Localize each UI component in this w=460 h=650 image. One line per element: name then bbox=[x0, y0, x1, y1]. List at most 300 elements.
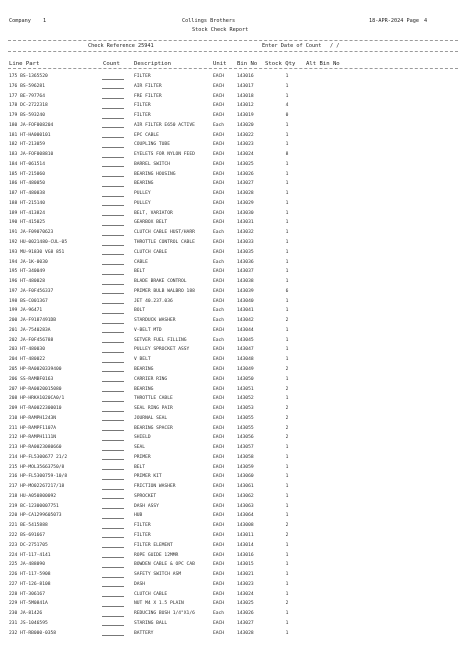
table-row bbox=[0, 111, 460, 121]
bin-no-cell: 143057 bbox=[237, 445, 254, 451]
column-header-stock-qty: Stock Qty bbox=[265, 61, 296, 67]
stock-qty-cell: 1 bbox=[285, 269, 289, 275]
count-entry-field[interactable] bbox=[102, 111, 124, 119]
description-cell: COUPLING TUBE bbox=[134, 142, 170, 148]
unit-cell: EACH bbox=[213, 171, 225, 177]
line-part-cell: 176 BS-596281 bbox=[9, 83, 45, 89]
table-row bbox=[0, 209, 460, 219]
description-cell: JET 40.237.036 bbox=[134, 298, 173, 304]
count-entry-field[interactable] bbox=[102, 599, 124, 607]
table-row bbox=[0, 189, 460, 199]
bin-no-cell: 143023 bbox=[237, 142, 254, 148]
line-part-cell: 229 HT-5M0841A bbox=[9, 601, 48, 607]
line-part-cell: 219 BC-12300007751 bbox=[9, 503, 59, 509]
column-header-rule bbox=[8, 68, 458, 69]
line-part-cell: 184 HT-061514 bbox=[9, 161, 45, 167]
bin-no-cell: 143040 bbox=[237, 298, 254, 304]
count-entry-field[interactable] bbox=[102, 609, 124, 617]
table-row bbox=[0, 306, 460, 316]
count-entry-field[interactable] bbox=[102, 629, 124, 637]
table-row bbox=[0, 599, 460, 609]
unit-cell: EACH bbox=[213, 93, 225, 99]
unit-cell: EACH bbox=[213, 210, 225, 216]
line-part-cell: 225 JA-488090 bbox=[9, 562, 45, 568]
stock-qty-cell: 1 bbox=[285, 581, 289, 587]
line-part-cell: 192 HU-0021480-CUL-05 bbox=[9, 240, 68, 246]
bin-no-cell: 143056 bbox=[237, 435, 254, 441]
stock-qty-cell: 4 bbox=[285, 103, 289, 109]
count-entry-field[interactable] bbox=[102, 209, 124, 217]
table-row bbox=[0, 472, 460, 482]
line-part-cell: 227 HT-126-8108 bbox=[9, 581, 51, 587]
table-row bbox=[0, 160, 460, 170]
table-row bbox=[0, 433, 460, 443]
count-entry-field[interactable] bbox=[102, 404, 124, 412]
unit-cell: Each bbox=[213, 230, 225, 236]
bin-no-cell: 143047 bbox=[237, 347, 254, 353]
count-entry-field[interactable] bbox=[102, 502, 124, 510]
count-entry-field[interactable] bbox=[102, 336, 124, 344]
description-cell: BARREL SWITCH bbox=[134, 161, 170, 167]
table-row bbox=[0, 258, 460, 268]
count-entry-field[interactable] bbox=[102, 492, 124, 500]
bin-no-cell: 143039 bbox=[237, 288, 254, 294]
count-entry-field[interactable] bbox=[102, 453, 124, 461]
table-row bbox=[0, 541, 460, 551]
count-entry-field[interactable] bbox=[102, 365, 124, 373]
unit-cell: EACH bbox=[213, 503, 225, 509]
description-cell: FRICTION WASHER bbox=[134, 484, 176, 490]
count-entry-field[interactable] bbox=[102, 570, 124, 578]
description-cell: EPC CABLE bbox=[134, 132, 159, 138]
line-part-cell: 182 HT-213059 bbox=[9, 142, 45, 148]
unit-cell: EACH bbox=[213, 74, 225, 79]
bin-no-cell: 143042 bbox=[237, 318, 254, 324]
description-cell: JOURNAL SEAL bbox=[134, 415, 168, 421]
bin-no-cell: 143035 bbox=[237, 249, 254, 255]
description-cell: V-BELT MTD bbox=[134, 327, 162, 333]
count-entry-field[interactable] bbox=[102, 424, 124, 432]
bin-no-cell: 143032 bbox=[237, 230, 254, 236]
stock-qty-cell: 1 bbox=[285, 279, 289, 285]
stock-qty-cell: 1 bbox=[285, 142, 289, 148]
unit-cell: EACH bbox=[213, 83, 225, 89]
count-entry-field[interactable] bbox=[102, 258, 124, 266]
table-row bbox=[0, 385, 460, 395]
unit-cell: EACH bbox=[213, 620, 225, 626]
bin-no-cell: 143015 bbox=[237, 562, 254, 568]
line-part-cell: 228 HT-306167 bbox=[9, 591, 45, 597]
date-entry-field[interactable]: / / bbox=[330, 43, 340, 49]
stock-qty-cell: 1 bbox=[285, 620, 289, 626]
bin-no-cell: 143064 bbox=[237, 513, 254, 519]
line-part-cell: 181 HT-HA000101 bbox=[9, 132, 51, 138]
count-entry-field[interactable] bbox=[102, 92, 124, 100]
description-cell: AIR FILTER bbox=[134, 83, 162, 89]
unit-cell: EACH bbox=[213, 542, 225, 548]
count-entry-field[interactable] bbox=[102, 297, 124, 305]
unit-cell: EACH bbox=[213, 572, 225, 578]
line-part-cell: 200 JA-F9187491DB bbox=[9, 318, 57, 324]
count-entry-field[interactable] bbox=[102, 72, 124, 80]
line-part-cell: 201 JA-7540283A bbox=[9, 327, 51, 333]
unit-cell: EACH bbox=[213, 288, 225, 294]
stock-qty-cell: 1 bbox=[285, 191, 289, 197]
column-header-bin-no: Bin No bbox=[237, 61, 258, 67]
page-number: 4 bbox=[424, 18, 428, 24]
stock-qty-cell: 2 bbox=[285, 415, 289, 421]
column-header-description: Description bbox=[134, 61, 172, 67]
count-entry-field[interactable] bbox=[102, 472, 124, 480]
description-cell: BEARING bbox=[134, 386, 154, 392]
stock-qty-cell: 1 bbox=[285, 591, 289, 597]
count-entry-field[interactable] bbox=[102, 414, 124, 422]
count-entry-field[interactable] bbox=[102, 101, 124, 109]
unit-cell: Each bbox=[213, 259, 225, 265]
bin-no-cell: 143016 bbox=[237, 74, 254, 79]
count-entry-field[interactable] bbox=[102, 394, 124, 402]
stock-qty-cell: 1 bbox=[285, 445, 289, 451]
description-cell: AIR FILTER E650 ACTIVE bbox=[134, 122, 195, 128]
description-cell: SAFETY SWITCH ASM bbox=[134, 572, 182, 578]
table-row bbox=[0, 424, 460, 434]
description-cell: FILTER bbox=[134, 103, 151, 109]
report-date-page-label: 18-APR-2024 Page bbox=[369, 18, 419, 24]
line-part-cell: 203 HT-480030 bbox=[9, 347, 45, 353]
table-row bbox=[0, 453, 460, 463]
stock-qty-cell: 1 bbox=[285, 484, 289, 490]
unit-cell: Each bbox=[213, 611, 225, 617]
count-entry-field[interactable] bbox=[102, 238, 124, 246]
stock-qty-cell: 2 bbox=[285, 366, 289, 372]
line-part-cell: 226 HT-117-5908 bbox=[9, 572, 51, 578]
bin-no-cell: 143028 bbox=[237, 630, 254, 636]
count-entry-field[interactable] bbox=[102, 560, 124, 568]
unit-cell: EACH bbox=[213, 523, 225, 529]
description-cell: REDUCING BUSH 1/4"X1/6 bbox=[134, 611, 195, 617]
line-part-cell: 193 MU-91830 VG8 851 bbox=[9, 249, 65, 255]
bin-no-cell: 143049 bbox=[237, 366, 254, 372]
line-part-cell: 175 BS-1365520 bbox=[9, 74, 48, 79]
count-entry-field[interactable] bbox=[102, 375, 124, 383]
description-cell: PULLEY bbox=[134, 200, 151, 206]
stock-qty-cell: 1 bbox=[285, 181, 289, 187]
description-cell: CABLE bbox=[134, 259, 148, 265]
line-part-cell: 198 BS-C001367 bbox=[9, 298, 48, 304]
unit-cell: EACH bbox=[213, 152, 225, 158]
unit-cell: EACH bbox=[213, 386, 225, 392]
unit-cell: EACH bbox=[213, 132, 225, 138]
line-part-cell: 232 HT-RB000-0358 bbox=[9, 630, 57, 636]
count-entry-field[interactable] bbox=[102, 150, 124, 158]
table-row bbox=[0, 502, 460, 512]
count-entry-field[interactable] bbox=[102, 355, 124, 363]
line-part-cell: 186 HT-480050 bbox=[9, 181, 45, 187]
table-row bbox=[0, 248, 460, 258]
stock-qty-cell: 1 bbox=[285, 200, 289, 206]
bin-no-cell: 143055 bbox=[237, 425, 254, 431]
bin-no-cell: 143025 bbox=[237, 601, 254, 607]
table-row bbox=[0, 531, 460, 541]
table-row bbox=[0, 150, 460, 160]
stock-qty-cell: 1 bbox=[285, 474, 289, 480]
table-row bbox=[0, 238, 460, 248]
description-cell: NUT M4 X 1.5 PLAIN bbox=[134, 601, 184, 607]
description-cell: BOWDEN CABLE & OPC CAB bbox=[134, 562, 195, 568]
line-part-cell: 191 JA-F09070623 bbox=[9, 230, 54, 236]
description-cell: HUB bbox=[134, 513, 143, 519]
line-part-cell: 230 JA-81426 bbox=[9, 611, 43, 617]
count-entry-field[interactable] bbox=[102, 277, 124, 285]
description-cell: BATTERY bbox=[134, 630, 154, 636]
line-part-cell: 189 HT-413824 bbox=[9, 210, 45, 216]
bin-no-cell: 143022 bbox=[237, 132, 254, 138]
count-entry-field[interactable] bbox=[102, 580, 124, 588]
table-row bbox=[0, 179, 460, 189]
unit-cell: EACH bbox=[213, 279, 225, 285]
stock-qty-cell: 1 bbox=[285, 503, 289, 509]
bin-no-cell: 143021 bbox=[237, 572, 254, 578]
count-entry-field[interactable] bbox=[102, 179, 124, 187]
enter-date-label: Enter Date of Count bbox=[262, 43, 322, 49]
unit-cell: EACH bbox=[213, 591, 225, 597]
description-cell: BOLT bbox=[134, 308, 146, 314]
stock-qty-cell: 2 bbox=[285, 523, 289, 529]
description-cell: SHIELD bbox=[134, 435, 151, 441]
description-cell: THROTTLE CABLE bbox=[134, 396, 173, 402]
count-entry-field[interactable] bbox=[102, 511, 124, 519]
description-cell: GEARBOX BELT bbox=[134, 220, 168, 226]
unit-cell: EACH bbox=[213, 445, 225, 451]
count-entry-field[interactable] bbox=[102, 521, 124, 529]
count-entry-field[interactable] bbox=[102, 218, 124, 226]
description-cell: V BELT bbox=[134, 357, 151, 363]
count-entry-field[interactable] bbox=[102, 267, 124, 275]
bin-no-cell: 143061 bbox=[237, 484, 254, 490]
bin-no-cell: 143027 bbox=[237, 181, 254, 187]
line-part-cell: 218 HU-A050800092 bbox=[9, 493, 57, 499]
bin-no-cell: 143041 bbox=[237, 308, 254, 314]
description-cell: PULLEY SPROCKET ASSY bbox=[134, 347, 190, 353]
column-header-unit: Unit bbox=[213, 61, 227, 67]
line-part-cell: 212 HP-RAMPH1111N bbox=[9, 435, 57, 441]
line-part-cell: 177 BE-797764 bbox=[9, 93, 45, 99]
bin-no-cell: 143052 bbox=[237, 396, 254, 402]
table-row bbox=[0, 492, 460, 502]
unit-cell: EACH bbox=[213, 425, 225, 431]
stock-qty-cell: 1 bbox=[285, 611, 289, 617]
unit-cell: EACH bbox=[213, 630, 225, 636]
stock-qty-cell: 1 bbox=[285, 562, 289, 568]
bin-no-cell: 143019 bbox=[237, 113, 254, 119]
description-cell: DASH bbox=[134, 581, 146, 587]
unit-cell: EACH bbox=[213, 161, 225, 167]
line-part-cell: 205 HP-RA0020339400 bbox=[9, 366, 62, 372]
column-header-line-part: Line Part bbox=[9, 61, 40, 67]
count-entry-field[interactable] bbox=[102, 248, 124, 256]
table-row bbox=[0, 404, 460, 414]
bin-no-cell: 143014 bbox=[237, 542, 254, 548]
bin-no-cell: 143026 bbox=[237, 171, 254, 177]
count-entry-field[interactable] bbox=[102, 433, 124, 441]
stock-qty-cell: 1 bbox=[285, 83, 289, 89]
line-part-cell: 204 HT-480022 bbox=[9, 357, 45, 363]
count-entry-field[interactable] bbox=[102, 121, 124, 129]
description-cell: SETVER FUEL FILLING bbox=[134, 337, 187, 343]
stock-qty-cell: 1 bbox=[285, 210, 289, 216]
line-part-cell: 214 HP-FL5300677 21/2 bbox=[9, 454, 68, 460]
unit-cell: Each bbox=[213, 318, 225, 324]
bin-no-cell: 143024 bbox=[237, 591, 254, 597]
table-row bbox=[0, 72, 460, 82]
bin-no-cell: 143029 bbox=[237, 200, 254, 206]
table-row bbox=[0, 580, 460, 590]
stock-qty-cell: 2 bbox=[285, 425, 289, 431]
unit-cell: EACH bbox=[213, 474, 225, 480]
line-part-cell: 194 JA-1K-0030 bbox=[9, 259, 48, 265]
table-row bbox=[0, 463, 460, 473]
line-part-cell: 197 JA-F0F456337 bbox=[9, 288, 54, 294]
table-row bbox=[0, 619, 460, 629]
unit-cell: EACH bbox=[213, 327, 225, 333]
count-entry-field[interactable] bbox=[102, 326, 124, 334]
count-entry-field[interactable] bbox=[102, 131, 124, 139]
count-entry-field[interactable] bbox=[102, 287, 124, 295]
description-cell: BLADE BRAKE CONTROL bbox=[134, 279, 187, 285]
table-row bbox=[0, 443, 460, 453]
bin-no-cell: 143018 bbox=[237, 93, 254, 99]
stock-qty-cell: 6 bbox=[285, 288, 289, 294]
line-part-cell: 215 HP-MOL35663750/8 bbox=[9, 464, 65, 470]
count-entry-field[interactable] bbox=[102, 170, 124, 178]
count-entry-field[interactable] bbox=[102, 140, 124, 148]
description-cell: EYELETS FOR NYLON FEED bbox=[134, 152, 195, 158]
table-row bbox=[0, 570, 460, 580]
stock-qty-cell: 1 bbox=[285, 93, 289, 99]
check-reference: Check Reference 25941 bbox=[88, 43, 154, 49]
count-entry-field[interactable] bbox=[102, 590, 124, 598]
unit-cell: Each bbox=[213, 122, 225, 128]
bin-no-cell: 143012 bbox=[237, 103, 254, 109]
line-part-cell: 210 HP-RAMPH1243N bbox=[9, 415, 57, 421]
stock-qty-cell: 2 bbox=[285, 532, 289, 538]
company-label: Company bbox=[9, 18, 31, 24]
description-cell: FRE FILTER bbox=[134, 93, 162, 99]
stock-qty-cell: 1 bbox=[285, 132, 289, 138]
table-row bbox=[0, 287, 460, 297]
count-entry-field[interactable] bbox=[102, 82, 124, 90]
count-entry-field[interactable] bbox=[102, 482, 124, 490]
count-entry-field[interactable] bbox=[102, 189, 124, 197]
stock-qty-cell: 1 bbox=[285, 327, 289, 333]
table-row bbox=[0, 228, 460, 238]
table-row bbox=[0, 375, 460, 385]
count-entry-field[interactable] bbox=[102, 463, 124, 471]
line-part-cell: 211 HP-RAMPF1107A bbox=[9, 425, 57, 431]
line-part-cell: 185 HT-215060 bbox=[9, 171, 45, 177]
count-entry-field[interactable] bbox=[102, 160, 124, 168]
description-cell: BELT bbox=[134, 464, 146, 470]
description-cell: CLUTCH CABLE HUST/HARR bbox=[134, 230, 195, 236]
table-row bbox=[0, 365, 460, 375]
table-row bbox=[0, 590, 460, 600]
stock-qty-cell: 1 bbox=[285, 74, 289, 79]
description-cell: FILTER ELEMENT bbox=[134, 542, 173, 548]
count-entry-field[interactable] bbox=[102, 199, 124, 207]
description-cell: STARDUCK WASHER bbox=[134, 318, 176, 324]
count-entry-field[interactable] bbox=[102, 551, 124, 559]
unit-cell: EACH bbox=[213, 581, 225, 587]
description-cell: BEARING HOUSING bbox=[134, 171, 176, 177]
stock-qty-cell: 2 bbox=[285, 406, 289, 412]
bin-no-cell: 143011 bbox=[237, 532, 254, 538]
line-part-cell: 195 HT-340049 bbox=[9, 269, 45, 275]
unit-cell: EACH bbox=[213, 181, 225, 187]
table-row bbox=[0, 355, 460, 365]
unit-cell: EACH bbox=[213, 484, 225, 490]
table-row bbox=[0, 267, 460, 277]
description-cell: PRIMER BULB WALBRO 188 bbox=[134, 288, 195, 294]
count-entry-field[interactable] bbox=[102, 541, 124, 549]
count-entry-field[interactable] bbox=[102, 306, 124, 314]
bin-no-cell: 143031 bbox=[237, 220, 254, 226]
unit-cell: EACH bbox=[213, 396, 225, 402]
bin-no-cell: 143036 bbox=[237, 259, 254, 265]
line-part-cell: 199 JA-96471 bbox=[9, 308, 43, 314]
description-cell: FILTER bbox=[134, 113, 151, 119]
unit-cell: Each bbox=[213, 308, 225, 314]
unit-cell: EACH bbox=[213, 366, 225, 372]
description-cell: SEAL bbox=[134, 445, 146, 451]
description-cell: PRIMER bbox=[134, 454, 151, 460]
bin-no-cell: 143030 bbox=[237, 210, 254, 216]
stock-qty-cell: 1 bbox=[285, 552, 289, 558]
unit-cell: EACH bbox=[213, 347, 225, 353]
line-part-cell: 217 HP-MO02267217/18 bbox=[9, 484, 65, 490]
description-cell: STARING BALL bbox=[134, 620, 168, 626]
count-entry-field[interactable] bbox=[102, 228, 124, 236]
count-entry-field[interactable] bbox=[102, 443, 124, 451]
count-entry-field[interactable] bbox=[102, 385, 124, 393]
bin-no-cell: 143033 bbox=[237, 240, 254, 246]
bin-no-cell: 143059 bbox=[237, 464, 254, 470]
line-part-cell: 178 DC-2722318 bbox=[9, 103, 48, 109]
header-rule-top bbox=[8, 40, 458, 41]
unit-cell: EACH bbox=[213, 298, 225, 304]
stock-qty-cell: 2 bbox=[285, 435, 289, 441]
line-part-cell: 179 BS-593240 bbox=[9, 113, 45, 119]
description-cell: BELT bbox=[134, 269, 146, 275]
unit-cell: EACH bbox=[213, 464, 225, 470]
bin-no-cell: 143024 bbox=[237, 152, 254, 158]
line-part-cell: 180 JA-FOF008204 bbox=[9, 122, 54, 128]
stock-rows bbox=[0, 72, 460, 638]
unit-cell: EACH bbox=[213, 357, 225, 363]
line-part-cell: 183 JA-FOF008810 bbox=[9, 152, 54, 158]
unit-cell: EACH bbox=[213, 493, 225, 499]
description-cell: PULLEY bbox=[134, 191, 151, 197]
count-entry-field[interactable] bbox=[102, 345, 124, 353]
count-entry-field[interactable] bbox=[102, 619, 124, 627]
description-cell: PRIMER KIT bbox=[134, 474, 162, 480]
table-row bbox=[0, 345, 460, 355]
count-entry-field[interactable] bbox=[102, 531, 124, 539]
bin-no-cell: 143026 bbox=[237, 611, 254, 617]
bin-no-cell: 143062 bbox=[237, 493, 254, 499]
line-part-cell: 221 BE-5415888 bbox=[9, 523, 48, 529]
description-cell: FILTER bbox=[134, 523, 151, 529]
count-entry-field[interactable] bbox=[102, 316, 124, 324]
